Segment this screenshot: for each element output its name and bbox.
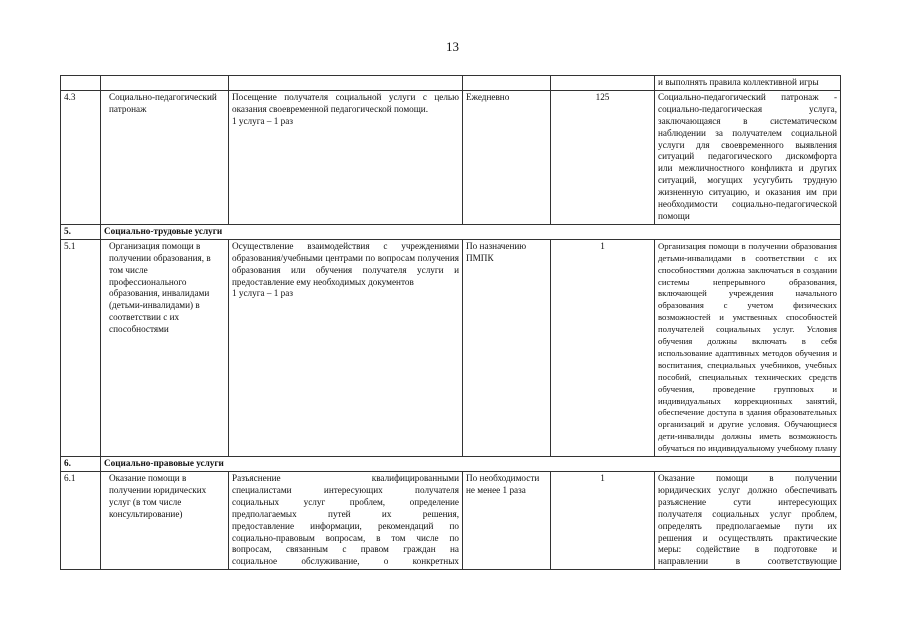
terms-line: обучения, проведение групповых и [658,383,837,394]
service-description: Посещение получателя социальной услуги с целью оказания своевременной педагогической помощи. [232,91,459,114]
service-name: Организация помощи в получении образования, в том числе профессионального образования, инвалидами (детьми-инвалидами) в соответствии с их способностями [101,239,229,456]
section-header-row [61,224,841,239]
table-row [61,76,841,91]
terms-line: организаций и другие условия. Обучающиеся [658,419,837,430]
terms-line: ситуаций педагогического дискомфорта [658,151,837,162]
terms-line: дети-инвалиды должны иметь возможность [658,431,837,442]
service-terms [655,90,841,224]
terms-line: услуги для своевременного выявления [658,139,837,150]
description-line: вопросам, связанным с правом граждан на [232,544,459,555]
service-unit: 1 услуга – 1 раз [232,115,293,126]
service-name: Оказание помощи в получении юридических услуг (в том числе консультирование) [101,472,229,570]
terms-line: индивидуальных коррекционных занятий, [658,395,837,406]
row-number: 4.3 [61,90,101,224]
terms-line: детьми-инвалидами в соответствии с их [658,252,837,263]
terms-line: определять предполагаемые пути их [658,520,837,531]
terms-line: наблюдении за получателем социальной [658,127,837,138]
service-unit: 1 услуга – 1 раз [232,288,293,299]
terms-line: решения и осуществлять практические [658,532,837,543]
service-periodicity: Ежедневно [463,90,551,224]
service-name [101,76,229,91]
service-count: 1 [551,472,655,570]
terms-line: разъяснение сути интересующих [658,496,837,507]
section-title: Социально-правовые услуги [101,457,841,472]
terms-line: Социально-педагогический патронаж - [658,91,837,102]
description-line: социально-правовым вопросам, в том числе по [232,532,459,543]
service-description-cell [229,239,463,456]
terms-line: обучаться по индивидуальному учебному плану [658,443,837,454]
terms-line: меры: содействие в подготовке и [658,544,837,555]
terms-line: воспитания, специальных учебников, учебных [658,359,837,370]
description-line: социальное обслуживание, о конкретных [232,556,459,567]
terms-line: пособий, специальных технических средств [658,371,837,382]
section-number: 5. [61,224,101,239]
row-number: 6.1 [61,472,101,570]
terms-line: направлении в соответствующие [658,556,837,567]
row-number [61,76,101,91]
section-title: Социально-трудовые услуги [101,224,841,239]
section-number: 6. [61,457,101,472]
row-number: 5.1 [61,239,101,456]
service-count [551,76,655,91]
service-terms [655,472,841,570]
terms-line: использование адаптивных методов обучения и [658,347,837,358]
section-header-row [61,457,841,472]
terms-line: обеспечение доступа в здания образовательных [658,407,837,418]
terms-line: получателя социальных услуг проблем, [658,508,837,519]
terms-line: Оказание помощи в получении [658,473,837,483]
service-terms [655,76,841,91]
terms-line: включающей учреждения начального [658,288,837,299]
services-table [60,75,841,570]
service-description: Осуществление взаимодействия с учреждениями образования/учебными центрами по вопросам получения образования или обучения получателя услуги и предоставление ему необходимых документов [232,240,459,287]
table-row [61,90,841,224]
page-number: 13 [446,39,459,54]
table-row [61,472,841,570]
terms-line: получателей социальных услуг. Условия [658,324,837,335]
description-line: Разъяснение квалифицированными [232,473,459,483]
terms-line: и выполнять правила коллективной игры [658,77,819,87]
terms-line: возможностей и умственных способностей [658,312,837,323]
terms-line: социально-педагогическая услуга, [658,103,837,114]
terms-line: заключающаяся в систематическом [658,115,837,126]
description-line: социальных услуг проблем, определение [232,496,459,507]
description-line: специалистами интересующих получателя [232,484,459,495]
service-periodicity [463,76,551,91]
terms-line: необходимости социально-педагогической [658,199,837,210]
description-line: предполагаемых путей их решения, [232,508,459,519]
service-count: 1 [551,239,655,456]
table-row [61,239,841,456]
service-name: Социально-педагогический патронаж [101,90,229,224]
terms-line: помощи [658,210,690,221]
service-description [229,76,463,91]
terms-line: ситуаций, могущих усугубить трудную [658,175,837,186]
service-description-cell [229,90,463,224]
service-count: 125 [551,90,655,224]
service-periodicity: По необходимости не менее 1 раза [463,472,551,570]
terms-line: юридических услуг должно обеспечивать [658,484,837,495]
terms-line: способностями должна заключаться в создании [658,264,837,275]
service-description-cell [229,472,463,570]
terms-line: обучения должны включать в себя [658,336,837,347]
terms-line: Организация помощи в получении образования [658,240,837,251]
service-terms [655,239,841,456]
terms-line: жизненную ситуацию, и оказания им при [658,187,837,198]
description-line: предоставление информации, рекомендаций по [232,520,459,531]
service-periodicity: По назначению ПМПК [463,239,551,456]
terms-line: образования с учетом физических [658,300,837,311]
terms-line: системы непрерывного образования, [658,276,837,287]
terms-line: или межличностного конфликта и других [658,163,837,174]
